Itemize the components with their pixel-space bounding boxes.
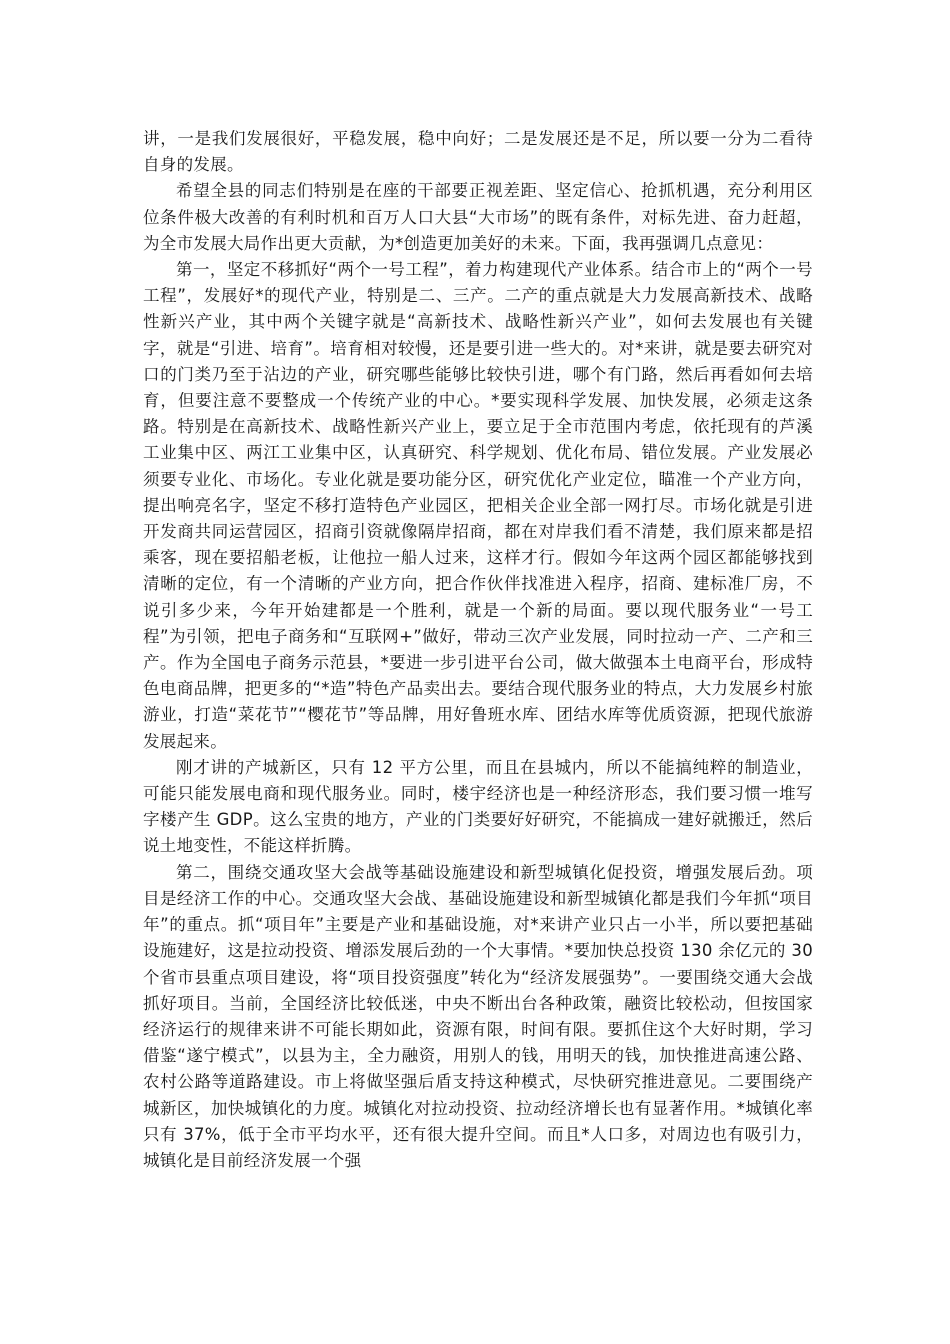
document-body [143, 126, 813, 1174]
paragraph-hope: 希望全县的同志们特别是在座的干部要正视差距、坚定信心、抢抓机遇，充分利用区位条件极大改善的有利时机和百万人口大县“大市场”的既有条件，对标先进、奋力赶超，为全市发展大局作出更大贡献，为*创造更加美好的未来。下面，我再强调几点意见： [143, 181, 813, 253]
paragraph-first-point: 第一，坚定不移抓好“两个一号工程”，着力构建现代产业体系。结合市上的“两个一号工程”，发展好*的现代产业，特别是二、三产。二产的重点就是大力发展高新技术、战略性新兴产业，其中两个关键字就是“高新技术、战略性新兴产业”，如何去发展也有关键字，就是“引进、培育”。培育相对较慢，还是要引进一些大的。对*来讲，就是要去研究对口的门类乃至于沾边的产业，研究哪些能够比较快引进，哪个有门路，然后再看如何去培育，但要注意不要整成一个传统产业的中心。*要实现科学发展、加快发展，必须走这条路。特别是在高新技术、战略性新兴产业上，要立足于全市范围内考虑，依托现有的芦溪工业集中区、两江工业集中区，认真研究、科学规划、优化布局、错位发展。产业发展必须要专业化、市场化。专业化就是要功能分区，研究优化产业定位，瞄准一个产业方向，提出响亮名字，坚定不移打造特色产业园区，把相关企业全部一网打尽。市场化就是引进开发商共同运营园区，招商引资就像隔岸招商，都在对岸我们看不清楚，我们原来都是招乘客，现在要招船老板，让他拉一船人过来，这样才行。假如今年这两个园区都能够找到清晰的定位，有一个清晰的产业方向，把合作伙伴找准进入程序，招商、建标准厂房，不说引多少来，今年开始建都是一个胜利，就是一个新的局面。要以现代服务业“一号工程”为引领，把电子商务和“互联网+”做好，带动三次产业发展，同时拉动一产、二产和三产。作为全国电子商务示范县，*要进一步引进平台公司，做大做强本土电商平台，形成特色电商品牌，把更多的“*造”特色产品卖出去。要结合现代服务业的特点，大力发展乡村旅游业，打造“菜花节”“樱花节”等品牌，用好鲁班水库、团结水库等优质资源，把现代旅游发展起来。 [143, 260, 813, 751]
paragraph-new-district: 刚才讲的产城新区，只有 12 平方公里，而且在县城内，所以不能搞纯粹的制造业，可能只能发展电商和现代服务业。同时，楼宇经济也是一种经济形态，我们要习惯一堆写字楼产生 GDP。这么宝贵的地方，产业的门类要好好研究，不能搞成一建好就搬迁，然后说土地变性，不能这样折腾。 [143, 757, 813, 856]
paragraph-second-point: 第二，围绕交通攻坚大会战等基础设施建设和新型城镇化促投资，增强发展后劲。项目是经济工作的中心。交通攻坚大会战、基础设施建设和新型城镇化都是我们今年抓“项目年”的重点。抓“项目年”主要是产业和基础设施，对*来讲产业只占一小半，所以要把基础设施建好，这是拉动投资、增添发展后劲的一个大事情。*要加快总投资 130 余亿元的 30 个省市县重点项目建设，将“项目投资强度”转化为“经济发展强势”。一要围绕交通大会战抓好项目。当前，全国经济比较低迷，中央不断出台各种政策，融资比较松动，但按国家经济运行的规律来讲不可能长期如此，资源有限，时间有限。要抓住这个大好时期，学习借鉴“遂宁模式”，以县为主，全力融资，用别人的钱，用明天的钱，加快推进高速公路、农村公路等道路建设。市上将做坚强后盾支持这种模式，尽快研究推进意见。二要围绕产城新区，加快城镇化的力度。城镇化对拉动投资、拉动经济增长也有显著作用。*城镇化率只有 37%，低于全市平均水平，还有很大提升空间。而且*人口多，对周边也有吸引力，城镇化是目前经济发展一个强 [143, 862, 813, 1170]
paragraph-continuation: 讲，一是我们发展很好，平稳发展，稳中向好；二是发展还是不足，所以要一分为二看待自身的发展。 [143, 129, 813, 175]
